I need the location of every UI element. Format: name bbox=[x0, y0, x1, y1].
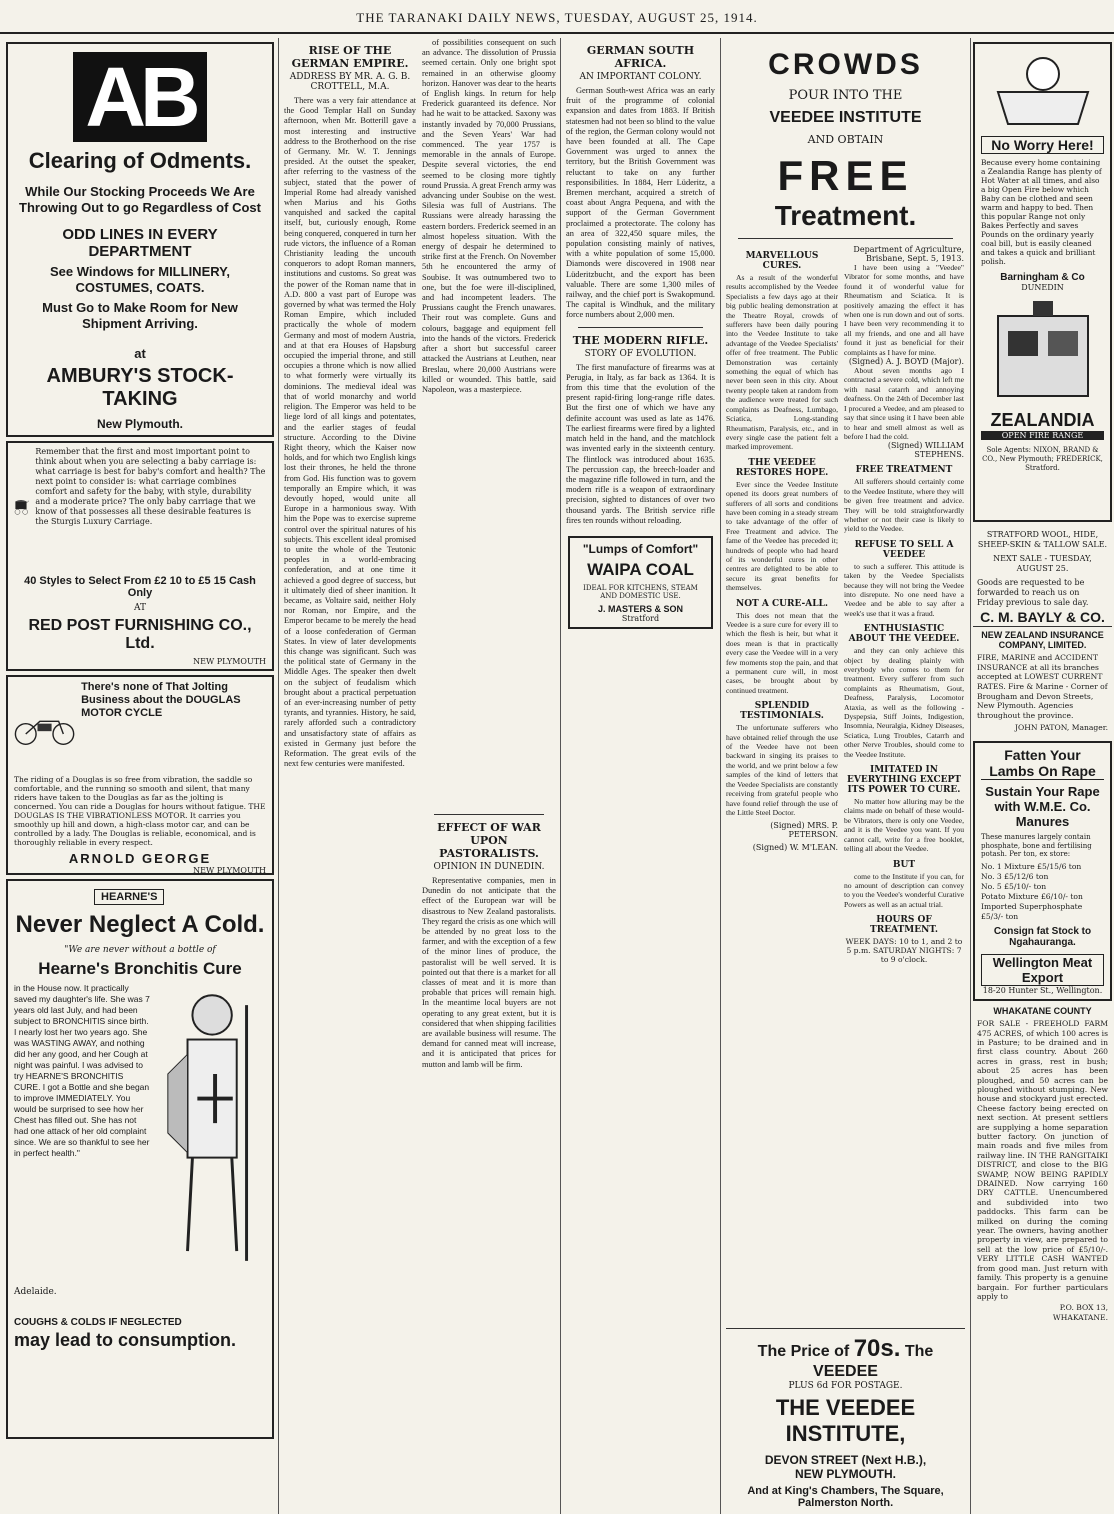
ambury-line1: While Our Stocking Proceeds We Are Throwing Out to go Regardless of Cost bbox=[19, 184, 261, 215]
furnishing-at: AT bbox=[133, 603, 146, 613]
veedee2-p7: come to the Institute if you can, for no amount of description can convey to you the Veedee's wonderful Curative Powers as well as an actual trial. bbox=[844, 871, 964, 909]
hearne-place: Adelaide. bbox=[14, 1287, 57, 1297]
veedee-h1: MARVELLOUS CURES. bbox=[745, 251, 819, 271]
wme-address: 18-20 Hunter St., Wellington. bbox=[982, 985, 1103, 995]
swa-body: German South-west Africa was an early fruit of the programme of colonial expansion and dates from 1883. If British statesmen had not been so blind to the value of the region, the German colony would not have been founded at all. The Cape Government was urged to annex the territory, but the British Government was reluctant to take on any further responsibilities. In 1884, Herr Lüderitz, a Bremen merchant, acquired a stretch of coast about Angra Pequena, and with the support of the German Government proclaimed a protectorate. The colony has an area of 322,450 square miles, the population consisting mainly of natives, with a white population of some 15,000. Diamonds were discovered in 1908 near Lüderitzbucht, and the export has been valuable. There are some 1,300 miles of railway, and the chief port is Swakopmund. The capital is Windhuk, and the military force numbers about 2,000 men. bbox=[566, 86, 715, 320]
veedee-p4: The unfortunate sufferers who have obtained relief through the use of the Veedee have not been backward in singing its praises to the world, and we print below a few samples of the kind of letters that the Veedee Specialists are constantly receiving from grateful people who have found relief through the use of the Little Steel Doctor. bbox=[726, 723, 838, 817]
wme-consign: Consign fat Stock to Ngahauranga. bbox=[993, 925, 1092, 948]
veedee-pour: POUR INTO THE bbox=[788, 88, 903, 103]
douglas-heading: There's none of That Jolting Business about the DOUGLAS MOTOR CYCLE bbox=[81, 681, 241, 719]
wme-body: These manures largely contain phosphate, bone and fertilising potash. Per ton, ex store: bbox=[981, 832, 1092, 859]
veedee-p2: Ever since the Veedee Institute opened its doors great numbers of sufferers of all sorts and conditions have been coming in a steady stream to take advantage of the offer of Free Treatment and advice. The fame of the Veedee has preceded it; hundreds of people who had heard of its wonderful cures in other centres are delighted to be able to secure its great benefits for themselves. bbox=[726, 479, 838, 593]
veedee2-p5: and they can only achieve this object by dealing plainly with everybody who comes to them for treatment. Every sufferer from such complaints as Rheumatism, Gout, Deafness, Paralysis, Locomotor Ataxia, as well as the following - Dyspepsia, Stiff Joints, Indigestion, Insomnia, Neuralgia, Kidney Diseases, Sciatica, Lung Troubles, Catarrh and other Nerve Troubles, should come to the Veedee Institute. bbox=[844, 646, 964, 759]
veedee-price-pre: The Price of bbox=[757, 1343, 850, 1360]
zealandia-city: DUNEDIN bbox=[1021, 283, 1064, 292]
veedee2-dept: Department of Agriculture, bbox=[853, 245, 964, 254]
bayly-title: STRATFORD WOOL, HIDE, SHEEP-SKIN & TALLOW SALE. bbox=[977, 530, 1108, 549]
zealandia-tag: OPEN FIRE RANGE bbox=[981, 431, 1104, 440]
column-rule bbox=[970, 38, 971, 1514]
column-adverts-right bbox=[973, 38, 1112, 1514]
insurance-manager: JOHN PATON, Manager. bbox=[1015, 723, 1108, 733]
hearne-brand: HEARNE'S bbox=[94, 889, 164, 905]
hearne-headline: Never Neglect A Cold. bbox=[15, 911, 265, 938]
column-south-africa bbox=[563, 38, 718, 1514]
masthead bbox=[0, 0, 1114, 34]
veedee2-p2: About seven months ago I contracted a severe cold, which left me with nasal catarrh and annoying deafness. On the 24th of December last I procured a Veedee, and am pleased to say that since using it I have been able to hear and smell almost as well as before I had the cold. bbox=[844, 366, 964, 441]
baby-in-tub-icon bbox=[983, 52, 1103, 132]
wme-prices bbox=[981, 862, 1104, 922]
wme-price: No. 5 £5/10/- ton bbox=[981, 881, 1047, 891]
veedee-also: And at King's Chambers, The Square, Palmerston North. bbox=[747, 1485, 944, 1509]
knight-illustration-icon bbox=[158, 983, 266, 1283]
zealandia-agents: Sole Agents: NIXON, BRAND & CO., New Plymouth; FREDERICK, Stratford. bbox=[982, 446, 1103, 472]
veedee-p1: As a result of the wonderful results accomplished by the Veedee Specialists a few days ago at their big public healing demonstration at the Theatre Royal, crowds of sufferers have been daily pouring into the Veedee Institute to take advantage of the Veedee Specialists' offer of free treatment. The Public Demonstration was certainly something the equal of which has never been seen in this city. About twenty people taken at random from the audience were treated for such complaints as Deafness, Lumbago, Sciatica, Long-standing Rheumatism, Paralysis, etc., and in every single case the patient felt a marked improvement. bbox=[726, 273, 838, 452]
insurance-notice bbox=[973, 626, 1112, 737]
range-stove-icon bbox=[988, 296, 1098, 406]
hearne-quote: "We are never without a bottle of bbox=[64, 945, 216, 955]
douglas-advert bbox=[6, 675, 274, 875]
article-german-empire-continued bbox=[422, 38, 556, 1514]
veedee-price-post: The VEEDEE bbox=[813, 1343, 934, 1380]
whakatane-place: WHAKATANE. bbox=[1052, 1312, 1108, 1322]
furnishing-advert bbox=[6, 441, 274, 671]
war-sub: OPINION IN DUNEDIN. bbox=[433, 862, 545, 872]
zealandia-body: Because every home containing a Zealandia Range has plenty of Hot Water at all times, and also a big Open Fire below which Baby can be clothed and seen warm and happy to bed. Then this popular Range not only Bakes Perfectly and saves Pounds on the ordinary yearly coal bill, but is easily cleaned and takes a quick and brilliant polish. bbox=[981, 158, 1102, 266]
veedee2-hours: WEEK DAYS: 10 to 1, and 2 to 5 p.m. SATURDAY NIGHTS: 7 to 9 o'clock. bbox=[845, 937, 963, 965]
veedee-crowds: CROWDS bbox=[768, 48, 923, 81]
veedee2-hours-heading: HOURS OF TREATMENT. bbox=[870, 915, 938, 936]
veedee-right-column bbox=[844, 245, 964, 964]
waipa-coal-advert bbox=[568, 536, 713, 629]
veedee-free: FREE bbox=[777, 152, 914, 199]
furnishing-firm: RED POST FURNISHING CO., Ltd. bbox=[28, 617, 252, 652]
ambury-place: New Plymouth. bbox=[96, 417, 183, 431]
zealandia-advert bbox=[973, 42, 1112, 522]
column-german-empire bbox=[282, 38, 558, 1514]
motor-cycle-icon bbox=[14, 681, 75, 771]
veedee-sig2: (Signed) W. M'LEAN. bbox=[752, 843, 838, 853]
rifle-sub: STORY OF EVOLUTION. bbox=[584, 348, 697, 359]
waipa-sub: IDEAL FOR KITCHENS, STEAM AND DOMESTIC USE. bbox=[583, 583, 698, 600]
furnishing-styles: 40 Styles to Select From £2 10 to £5 15 Cash Only bbox=[24, 575, 256, 599]
veedee2-sig2: (Signed) WILLIAM STEPHENS. bbox=[887, 441, 964, 460]
furnishing-address: NEW PLYMOUTH bbox=[193, 657, 266, 666]
bayly-body: Goods are requested to be forwarded to reach us on Friday previous to sale day. bbox=[977, 578, 1089, 607]
veedee2-p6: No matter how alluring may be the claims made on behalf of these would-be Vibrators, there is only one Veedee, and it is the Veedee you want. If you cannot call, write for a free booklet, telling all about the Veedee. bbox=[844, 797, 964, 854]
veedee2-p4: to such a sufferer. This attitude is taken by the Veedee Specialists because they will not bring the Veedee into disrepute. No one need have a Veedee and be able to say after a week's use that it was a fraud. bbox=[844, 561, 964, 618]
veedee2-h3: ENTHUSIASTIC ABOUT THE VEEDEE. bbox=[848, 624, 960, 645]
german-empire-body: There was a very fair attendance at the Good Templar Hall on Sunday afternoon, when Mr. Botterill gave a most interesting and instructive address to the Brotherhood on the rise of Germany. Mr. W. T. Jennings presided. At the outset the speaker, after referring to the vastness of the subject, stated that the power of Imperial Rome had already vanished when Marius and his Goths vanquished and sacked the capital itself, but, curiously enough, Rome being conquered, conquered in turn her rude victors, the influence of a Roman Christianity leading the uncouth conquerors to adopt Roman manners, institutions and customs. So great was the power of the Roman name that in A.D. 800 a vast part of Europe was governed by what was termed the Holy Roman Empire, which included practically the whole of modern Germany and most of modern Austria, and at that era Houses of Hapsburg occupied the imperial throne, and still occupies a throne which is now allied to what formerly were virtually its dominions. The medieval ideal was that of world monarchy and world religion. The Emperor was held to be liege lord of all kings and potentates, and the earlier stages of feudal structure. According to the Divine Right theory, which the Kaiser now holds, and for which two English kings lost their thrones, he held the throne from God. His function was to govern temporally an Empire which, it was devoutly hoped, would unite all Europe in a harmonious sway. With him the Pope was to exercise supreme control over the spiritual natures of his subjects. This excellent ideal promised to unite the whole of the Teutonic peoples in a world-embracing confederation, and at one time it achieved a good degree of success, but it ultimately died of sheer inanition. It became, as Voltaire said, neither Holy nor Roman, nor Empire, and the Emperor became to be merely the head of a loose confederation of German States. In view of later developments this change was significant. Such was the political state of Germany in the Middle Ages. The speaker then dwelt on the subject of feudalism which brought about a practical perpetuation of an ever-increasing number of petty tyrants, and tyrannies. History, he said, rarely afforded such a contradictory and unsatisfactory state of affairs as existed in Germany just before the Reformation. The great evils of the next few centuries were manifested. bbox=[284, 96, 416, 769]
veedee-treatment: Treatment. bbox=[774, 200, 917, 231]
veedee-town: NEW PLYMOUTH. bbox=[795, 1467, 896, 1481]
war-title: EFFECT OF WAR UPON PASTORALISTS. bbox=[437, 821, 541, 860]
veedee-inst-big: THE VEEDEE INSTITUTE, bbox=[775, 1395, 916, 1446]
veedee-h3: NOT A CURE-ALL. bbox=[735, 598, 829, 609]
waipa-place: Stratford bbox=[621, 613, 660, 623]
veedee-price: 70s. bbox=[853, 1335, 901, 1362]
hearne-advert bbox=[6, 879, 274, 1439]
whakatane-box: P.O. BOX 13, bbox=[1059, 1303, 1108, 1313]
swa-title: GERMAN SOUTH AFRICA. bbox=[586, 44, 695, 70]
wme-h2: Sustain Your Rape with W.M.E. Co. Manures bbox=[985, 783, 1100, 829]
douglas-agent: ARNOLD GEORGE bbox=[68, 851, 212, 866]
veedee-inst: VEEDEE INSTITUTE bbox=[769, 109, 922, 126]
wme-price: No. 3 £5/12/6 ton bbox=[981, 871, 1049, 881]
ambury-logo: AB bbox=[73, 52, 206, 142]
wme-price: No. 1 Mixture £5/15/6 ton bbox=[981, 861, 1082, 871]
whakatane-title: WHAKATANE COUNTY bbox=[993, 1005, 1092, 1016]
column-rule bbox=[278, 38, 279, 1514]
veedee2-sig1: (Signed) A. J. BOYD (Major). bbox=[848, 357, 964, 367]
bayly-notice bbox=[973, 526, 1112, 626]
article-german-empire bbox=[284, 38, 416, 1514]
wme-price: Potato Mixture £6/10/- ton bbox=[981, 891, 1083, 901]
veedee-header bbox=[726, 48, 965, 232]
veedee2-city: Brisbane, Sept. 5, 1913. bbox=[866, 254, 964, 263]
insurance-body: FIRE, MARINE and ACCIDENT INSURANCE at all its branches accepted at LOWEST CURRENT RATES. Fire & Marine - Corner of Brougham and Devon Streets, New Plymouth. Agencies throughout the province. bbox=[977, 653, 1108, 720]
veedee2-but: BUT bbox=[892, 859, 916, 870]
ambury-line4: Must Go to Make Room for New Shipment Arriving. bbox=[42, 300, 238, 331]
column-rule bbox=[720, 38, 721, 1514]
veedee-street: DEVON STREET (Next H.B.), bbox=[764, 1453, 927, 1467]
hearne-testimony: in the House now. It practically saved my daughter's life. She was 7 years old last July, and had been subject to BRONCHITIS since birth. I nearly lost her two years ago. She was WASTING AWAY, and nothing did her any good, and her Cough at night was painful. I was advised to try HEARNE'S BRONCHITIS CURE. I got a Bottle and she began to improve IMMEDIATELY. You would be surprised to see how her Chest has filled out. She has not had one attack of her old complaint since. We are so thankful to see her in perfect health." bbox=[14, 983, 150, 1158]
whakatane-body: FOR SALE - FREEHOLD FARM 475 ACRES, of which 100 acres is in Pasture; to be drained and in first class country. About 260 acres in grass, rest in bush; about 25 acres has been ploughed, and 50 acres can be ploughed without stumping. New house and stockyard just erected. Cheese factory being erected on next section. At present settlers are supplying a home separation butter factory. On junction of main roads and five miles from railway line. IN THE RANGITAIKI DISTRICT, and close to the BIG SWAMP, NOW BEING RAPIDLY DRAINED. Now carrying 160 DRY CATTLE. Unencumbered and subdivided into two paddocks. This farm can be milked on during the coming year. The owners, having another property in view, are prepared to sell at the low price of £5/10/-. VERY LITTLE CASH WANTED from good man. Just return with family. This property is a genuine bargain. For further particulars apply to bbox=[977, 1019, 1108, 1301]
ambury-name: AMBURY'S STOCK-TAKING bbox=[46, 365, 234, 410]
wme-firm: Wellington Meat Export bbox=[981, 954, 1104, 986]
veedee-h4: SPLENDID TESTIMONIALS. bbox=[740, 701, 824, 722]
rifle-title: THE MODERN RIFLE. bbox=[572, 333, 709, 347]
waipa-brand: WAIPA COAL bbox=[587, 559, 694, 579]
ambury-line2: ODD LINES IN EVERY DEPARTMENT bbox=[62, 226, 218, 260]
german-empire-byline: ADDRESS BY MR. A. G. B. CROTTELL, M.A. bbox=[289, 72, 411, 92]
douglas-body: The riding of a Douglas is so free from vibration, the saddle so comfortable, and the running so smooth and silent, that many riders have taken to the Douglas as far as the jolting is concerned. You can ride a Douglas for hours without fatigue. THE DOUGLAS IS THE VIBRATIONLESS MOTOR. It carries you smoothly up hill and down, a high-class motor car, and can be controlled by a lady. The Douglas is reliable, economical, and is thoroughly reliable in every respect. bbox=[14, 775, 266, 847]
zealandia-maker: Barningham & Co bbox=[1000, 272, 1085, 283]
column-rule bbox=[560, 38, 561, 1514]
ambury-advert bbox=[6, 42, 274, 437]
waipa-title: "Lumps of Comfort" bbox=[582, 541, 699, 556]
veedee2-p1: I have been using a "Veedee" Vibrator for some months, and have found it of wonderful value for Rheumatism and Sciatica. It is positively amazing the effect it has when one is run down and out of sorts. I have been very recommending it to all my friends, and one and all have found it just as beneficial for their complaints as I have for mine. bbox=[844, 263, 964, 357]
douglas-address: NEW PLYMOUTH bbox=[193, 866, 266, 875]
wme-h1: Fatten Your Lambs On Rape bbox=[981, 747, 1104, 780]
veedee-h2: THE VEEDEE RESTORES HOPE. bbox=[735, 457, 829, 478]
ambury-headline: Clearing of Odments. bbox=[28, 148, 252, 173]
whakatane-notice bbox=[973, 1005, 1112, 1324]
veedee-price-block bbox=[726, 1328, 965, 1509]
zealandia-brand: ZEALANDIA bbox=[990, 410, 1095, 430]
veedee-postage: PLUS 6d FOR POSTAGE. bbox=[788, 1381, 903, 1391]
veedee-sig1: (Signed) MRS. P. PETERSON. bbox=[770, 821, 838, 840]
hearne-footer2: may lead to consumption. bbox=[14, 1330, 237, 1350]
veedee-left-column bbox=[726, 245, 838, 964]
veedee2-p3: All sufferers should certainly come to the Veedee Institute, where they will be given free treatment and advice. They will be told straightforwardly whether or not their case is likely to yield to the Veedee. bbox=[844, 477, 964, 534]
ambury-line3: See Windows for MILLINERY, COSTUMES, COATS. bbox=[50, 264, 230, 295]
bayly-next: NEXT SALE - TUESDAY, AUGUST 25. bbox=[993, 554, 1092, 573]
masthead-title: THE TARANAKI DAILY NEWS, TUESDAY, AUGUST 25, 1914. bbox=[356, 10, 758, 25]
wme-advert bbox=[973, 741, 1112, 1001]
hearne-product: Hearne's Bronchitis Cure bbox=[38, 959, 242, 978]
rifle-body: The first manufacture of firearms was at Perugia, in Italy, as far back as 1364. It is from this time that the evolution of the present rapid-firing long-range rifle dates. But the first one of which we have any definite account was used as late as 1476. The earliest firearms were fired by a lighted match held in the hand, and the matchlock was invented early in the sixteenth century. The flintlock was introduced about 1635. The percussion cap, the breech-loader and the magazine rifle followed in turn, and the modern rifle is a weapon of extraordinary precision, sighted to distances of over two thousand yards. The British service rifle fires ten rounds without reloading. bbox=[566, 362, 715, 525]
veedee-obtain: AND OBTAIN bbox=[807, 133, 884, 146]
war-body: Representative companies, men in Dunedin do not anticipate that the effect of the European war will be disastrous to New Zealand pastoralists. They regard the crisis as one which will be attended by no great loss to the farmer, and with the exception of a few of the minor lines of produce, the pastoralist will be well served. It is pointed out that there is a market for all classes of meat and it is more than probable that prices will remain high. In the meantime local buyers are not operating to any great extent, but it is considered that when shipping facilities are available business will resume. The demand for canned meat will increase, and it is anticipated that prices for mutton and lamb will be firm. bbox=[422, 876, 556, 1069]
bayly-firm: C. M. BAYLY & CO. bbox=[980, 609, 1105, 625]
veedee2-h1: FREE TREATMENT bbox=[855, 465, 953, 476]
german-cont-body: of possibilities consequent on such an advance. The dissolution of Prussia seemed certain. Only one bright spot remained in an otherwise gloomy horizon. Hanover was dear to the hearts of English kings. In return for help Frederick guaranteed its defence. Nor had he wait to be attacked. Saxony was instantly invaded by 70,000 Prussians, and the Seven Years' War had commenced. The year 1757 is memorable in the annals of Europe. Despite several victories, the end seemed to be closing more tightly round Prussia. A great French army was advancing under Soubise on the west. Silesia was full of Austrians. The Russians were already harassing the eastern borders. Frederick seemed in an almost hopeless situation. With the energy of despair he determined to strike first at the French. On November 5th he encountered the army of Soubise. It was outnumbered two to one, but the foe were ill-disciplined, and had incompetent leaders. The Prussians caught the French unawares. Their rout was complete. Guns and colours, baggage and equipment fell into the hands of the victors. Frederick after a short but successful career attacked the Austrians at Leuthen, near Breslau, where 20,000 Austrians were killed or wounded. This battle, said Napoleon, was a masterpiece. bbox=[422, 38, 556, 394]
column-adverts-left bbox=[4, 38, 276, 1514]
wme-price: Imported Superphosphate £5/3/- ton bbox=[981, 901, 1083, 921]
baby-carriage-icon bbox=[14, 447, 29, 567]
veedee-p3: This does not mean that the Veedee is a sure cure for every ill to which the flesh is heir, but what it does mean is that in practically every case the Veedee will in a very few moments stop the pain, and that a permanent cure will, in most cases, be brought about by continued treatment. bbox=[726, 610, 838, 695]
zealandia-heading: No Worry Here! bbox=[981, 136, 1104, 154]
veedee2-h4: IMITATED IN EVERYTHING EXCEPT ITS POWER TO CURE. bbox=[847, 765, 961, 796]
column-veedee bbox=[723, 38, 968, 1514]
waipa-agents: J. MASTERS & SON bbox=[597, 603, 683, 614]
german-empire-title: RISE OF THE GERMAN EMPIRE. bbox=[291, 44, 409, 70]
hearne-footer1: COUGHS & COLDS IF NEGLECTED bbox=[14, 1317, 182, 1328]
ambury-at: at bbox=[134, 346, 146, 361]
insurance-title: NEW ZEALAND INSURANCE COMPANY, LIMITED. bbox=[981, 630, 1104, 650]
veedee2-h2: REFUSE TO SELL A VEEDEE bbox=[854, 539, 954, 560]
swa-sub: AN IMPORTANT COLONY. bbox=[579, 72, 702, 82]
furnishing-text: Remember that the first and most important point to think about when you are selecting a baby carriage is: what carriage is best for baby's comfort and health? The next point to consider is: what carriage combines comfort and safety for the baby, with style, durability and a moderate price? The only baby carriage that we know of that possesses all these desirable features is the Sturgis Luxury Carriage. bbox=[35, 447, 266, 526]
